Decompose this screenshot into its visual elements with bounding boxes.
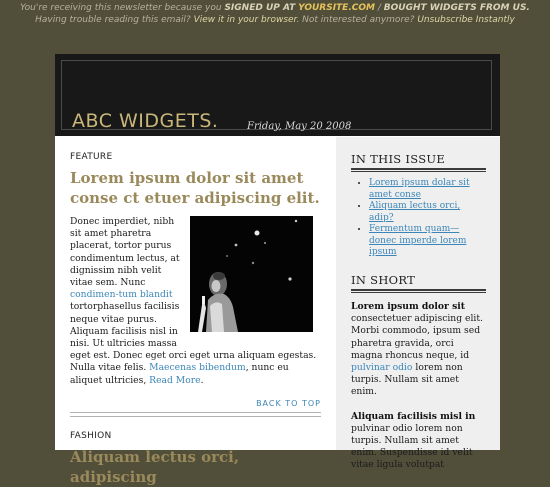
issue-list-item (369, 178, 486, 201)
short-item-2 (351, 411, 486, 472)
feature-period: . (200, 374, 204, 386)
in-short-section (351, 273, 486, 472)
issue-list (351, 178, 486, 259)
issue-link-3[interactable]: Fermentum quam—donec imperde lorem ipsum (369, 224, 467, 257)
brand-logo: ABC WIDGETS. (72, 110, 219, 132)
issue-link-1[interactable]: Lorem ipsum dolar sit amet conse (369, 178, 470, 200)
preheader-line-2 (0, 14, 550, 26)
unsubscribe-link[interactable]: Unsubscribe Instantly (417, 15, 515, 25)
issue-list-item (369, 224, 486, 259)
sidebar (336, 137, 500, 471)
side-rule-thin (351, 171, 486, 172)
feature-inline-link-2[interactable]: Maecenas bibendum (149, 362, 246, 374)
feature-label: FEATURE (70, 152, 113, 162)
newsletter-header (55, 54, 500, 136)
preheader-text: You're receiving this newsletter because you (20, 3, 222, 13)
in-short-title: IN SHORT (351, 273, 416, 287)
short-item-1-body-b: lorem non turpis. Nullam sit amet enim. (351, 362, 463, 398)
short-item-1-body-a: consectetuer adipiscing elit. Morbi commodo, ipsum sed pharetra gravida, orci magna rhoncus neque, id (351, 313, 483, 361)
header-border (61, 60, 492, 130)
preheader-line-1 (0, 2, 550, 14)
in-this-issue-title: IN THIS ISSUE (351, 152, 446, 166)
preheader (0, 2, 550, 26)
side-rule-thick (351, 289, 486, 291)
feature-photo-image (190, 216, 313, 332)
issue-list-item (369, 201, 486, 224)
feature-headline[interactable]: Lorem ipsum dolor sit amet conse ct etuer adipiscing elit. (70, 169, 320, 207)
short-item-2-title: Aliquam facilisis misl in (351, 410, 476, 422)
newsletter-frame (55, 54, 500, 486)
view-in-browser-link[interactable]: View it in your browser (193, 15, 297, 25)
main-column (70, 152, 321, 487)
read-more-link[interactable]: Read More (149, 374, 201, 386)
side-rule-thick (351, 168, 486, 170)
short-item-1 (351, 301, 486, 399)
preheader-signed-up: SIGNED UP AT (224, 3, 296, 13)
feature-body-wrap (70, 216, 186, 350)
preheader-bought: BOUGHT WIDGETS FROM US. (383, 3, 530, 13)
fashion-label: FASHION (70, 430, 112, 441)
side-rule-thin (351, 292, 486, 293)
section-divider (70, 412, 321, 417)
feature-body-full (70, 350, 321, 387)
site-link[interactable]: YOURSITE.COM (298, 3, 375, 13)
preheader-trouble-text: Having trouble reading this email? (35, 15, 191, 25)
fashion-headline[interactable]: Aliquam lectus orci, adipiscing (70, 447, 240, 486)
feature-body-4: , nunc eu aliquet ultricies, (70, 362, 289, 386)
issue-link-2[interactable]: Aliquam lectus orci, adip? (369, 201, 461, 223)
feature-body-3: eget est. Donec eget orci eget urna aliquam egestas. Nulla vitae felis. (70, 350, 317, 374)
short-item-2-body: pulvinar odio lorem non turpis. Nullam sit amet enim. Suspendisse id velit vitae ligula volutpat (351, 422, 473, 471)
short-item-1-title: Lorem ipsum dolor sit (351, 301, 465, 312)
feature-inline-link-1[interactable]: condimen-tum blandit (70, 289, 173, 301)
feature-photo (190, 216, 313, 332)
issue-date: Friday, May 20 2008 (247, 121, 352, 132)
feature-article (70, 216, 321, 387)
feature-body-1: Donec imperdiet, nibh sit amet pharetra placerat, tortor purus condimentum lectus, at dignissim nibh velit vitae sem. Nunc (70, 216, 180, 289)
back-to-top-link[interactable]: BACK TO TOP (256, 398, 321, 408)
preheader-separator: / (377, 3, 381, 13)
feature-body-2: tortorphasellus facilisis neque vitae purus. Aliquam facilisis nisl in nisi. Ut ultricies massa (70, 301, 180, 350)
in-this-issue-section (351, 152, 486, 259)
short-item-1-link[interactable]: pulvinar odio (351, 362, 413, 374)
preheader-not-interested: . Not interested anymore? (296, 15, 415, 25)
